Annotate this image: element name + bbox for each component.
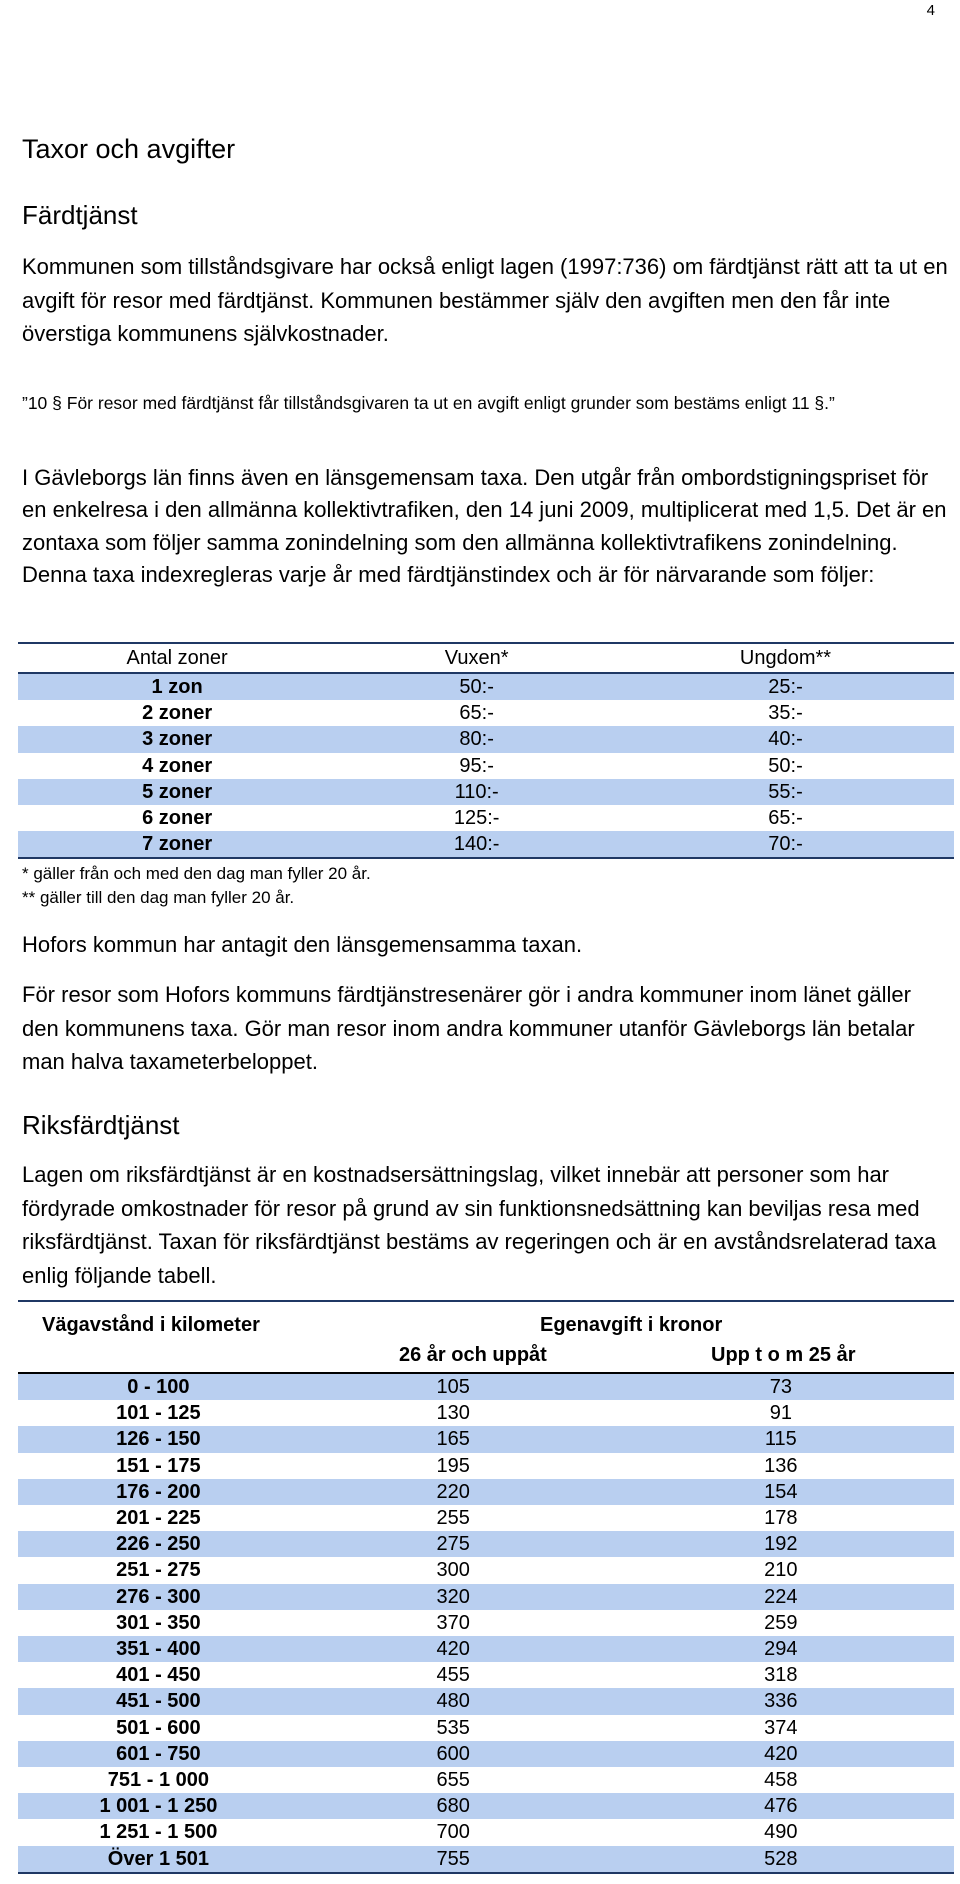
distance-cell: 126 - 150 — [18, 1426, 299, 1452]
youth-fee-cell: 35:- — [768, 702, 803, 725]
header-ungdom: Ungdom** — [617, 643, 954, 673]
adult-fee-cell: 165 — [299, 1426, 608, 1452]
table-row — [18, 1400, 954, 1426]
youth-fee-cell: 65:- — [768, 807, 803, 830]
distance-cell: 401 - 450 — [116, 1664, 201, 1687]
header-antal-zoner: Antal zoner — [18, 643, 336, 673]
law-quote: ”10 § För resor med färdtjänst får tillståndsgivaren ta ut en avgift enligt grunder som bestäms enligt 11 §.” — [22, 393, 835, 413]
adult-fee-cell: 455 — [436, 1664, 470, 1687]
adult-fee-cell: 535 — [436, 1716, 470, 1739]
youth-fee-cell: 336 — [608, 1688, 954, 1714]
youth-fee-cell: 294 — [608, 1636, 954, 1662]
distance-cell: 151 - 175 — [116, 1454, 201, 1477]
table-row — [18, 1584, 954, 1610]
youth-fee-cell: 70:- — [617, 831, 954, 858]
page-number: 4 — [926, 2, 935, 19]
table-row — [18, 1426, 954, 1452]
distance-cell: Över 1 501 — [18, 1846, 299, 1873]
adult-fee-cell: 80:- — [336, 726, 617, 752]
zone-cell: 4 zoner — [142, 754, 213, 777]
riks-fee-table — [18, 1372, 954, 1874]
paragraph-lansgemensam-taxa: I Gävleborgs län finns även en länsgemensam taxa. Den utgår från ombordstigningspriset för en enkelresa i den allmänna kollektivtrafiken, den 14 juni 2009, multiplicerat med 1,5. Det är en zontaxa som följer samma zonindelning som den allmänna kollektivtrafikens zonindelning. Denna taxa indexregleras varje år med färdtjänstindex och är för närvarande som följer: — [22, 465, 947, 588]
distance-cell: 751 - 1 000 — [107, 1769, 209, 1792]
youth-fee-cell: 192 — [608, 1531, 954, 1557]
youth-fee-cell: 136 — [764, 1454, 798, 1477]
distance-cell: 251 - 275 — [116, 1559, 201, 1582]
distance-cell: 276 - 300 — [18, 1584, 299, 1610]
adult-fee-cell: 140:- — [336, 831, 617, 858]
adult-fee-cell: 275 — [299, 1531, 608, 1557]
paragraph-riksfardtjanst: Lagen om riksfärdtjänst är en kostnadsersättningslag, vilket innebär att personer som har fördyrade omkostnader för resor på grund av sin funktionsnedsättning kan beviljas resa med riksfärdtjänst. Taxan för riksfärdtjänst bestäms av regeringen och är en avståndsrelaterad taxa enlig följande tabell. — [22, 1162, 937, 1288]
youth-fee-cell: 50:- — [768, 754, 803, 777]
distance-cell: 1 001 - 1 250 — [18, 1793, 299, 1819]
youth-fee-cell: 154 — [608, 1479, 954, 1505]
youth-fee-cell: 259 — [764, 1611, 798, 1634]
header-upp-tom-25: Upp t o m 25 år — [711, 1344, 856, 1366]
table-row — [18, 1505, 954, 1531]
adult-fee-cell: 50:- — [336, 673, 617, 700]
distance-cell: 501 - 600 — [116, 1716, 201, 1739]
youth-fee-cell: 458 — [764, 1769, 798, 1792]
table-row — [18, 1846, 954, 1873]
table-row — [18, 1767, 954, 1793]
table-row — [18, 1453, 954, 1479]
zone-cell: 1 zon — [18, 673, 336, 700]
table-row — [18, 805, 954, 831]
distance-cell: 201 - 225 — [116, 1507, 201, 1530]
adult-fee-cell: 195 — [436, 1454, 470, 1477]
adult-fee-cell: 370 — [436, 1611, 470, 1634]
paragraph-hofors: Hofors kommun har antagit den länsgemensamma taxan. — [22, 932, 583, 957]
zone-cell: 3 zoner — [18, 726, 336, 752]
table-row — [18, 779, 954, 805]
youth-fee-cell: 476 — [608, 1793, 954, 1819]
adult-fee-cell: 95:- — [459, 754, 494, 777]
paragraph-fardtjanst-intro: Kommunen som tillståndsgivare har också enligt lagen (1997:736) om färdtjänst rätt att ta ut en avgift för resor med färdtjänst. Kommunen bestämmer själv den avgiften men den får inte överstiga kommunens självkostnader. — [22, 254, 948, 346]
distance-cell: 176 - 200 — [18, 1479, 299, 1505]
adult-fee-cell: 130 — [436, 1402, 470, 1425]
adult-fee-cell: 680 — [299, 1793, 608, 1819]
youth-fee-cell: 73 — [608, 1373, 954, 1400]
distance-cell: 301 - 350 — [116, 1611, 201, 1634]
distance-cell: 601 - 750 — [18, 1741, 299, 1767]
youth-fee-cell: 528 — [608, 1846, 954, 1873]
page-title: Taxor och avgifter — [22, 134, 236, 164]
table-row — [18, 1793, 954, 1819]
zone-cell: 5 zoner — [18, 779, 336, 805]
adult-fee-cell: 420 — [299, 1636, 608, 1662]
youth-fee-cell: 374 — [764, 1716, 798, 1739]
section-heading-fardtjanst: Färdtjänst — [22, 200, 138, 230]
adult-fee-cell: 655 — [436, 1769, 470, 1792]
zone-cell: 2 zoner — [142, 702, 213, 725]
youth-fee-cell: 224 — [608, 1584, 954, 1610]
youth-fee-cell: 91 — [769, 1402, 792, 1425]
header-26-och-uppat: 26 år och uppåt — [399, 1344, 547, 1366]
table-row — [18, 726, 954, 752]
youth-fee-cell: 25:- — [617, 673, 954, 700]
footnote-youth: ** gäller till den dag man fyller 20 år. — [22, 888, 295, 907]
table-row — [18, 831, 954, 858]
adult-fee-cell: 600 — [299, 1741, 608, 1767]
table-row — [18, 1741, 954, 1767]
zone-table-header-row — [18, 643, 954, 673]
footnote-adult: * gäller från och med den dag man fyller 20 år. — [22, 864, 371, 883]
header-egenavgift: Egenavgift i kronor — [540, 1314, 723, 1336]
adult-fee-cell: 220 — [299, 1479, 608, 1505]
youth-fee-cell: 55:- — [617, 779, 954, 805]
header-vagavstand: Vägavstånd i kilometer — [42, 1314, 260, 1336]
distance-cell: 0 - 100 — [18, 1373, 299, 1400]
table-row — [18, 1479, 954, 1505]
table-row — [18, 1373, 954, 1400]
adult-fee-cell: 700 — [436, 1821, 470, 1844]
distance-cell: 451 - 500 — [18, 1688, 299, 1714]
riks-table-header — [18, 1300, 954, 1372]
table-row — [18, 1688, 954, 1714]
youth-fee-cell: 420 — [608, 1741, 954, 1767]
adult-fee-cell: 480 — [299, 1688, 608, 1714]
distance-cell: 226 - 250 — [18, 1531, 299, 1557]
table-row — [18, 753, 954, 779]
adult-fee-cell: 255 — [436, 1507, 470, 1530]
youth-fee-cell: 40:- — [617, 726, 954, 752]
youth-fee-cell: 178 — [764, 1507, 798, 1530]
distance-cell: 351 - 400 — [18, 1636, 299, 1662]
adult-fee-cell: 110:- — [336, 779, 617, 805]
youth-fee-cell: 318 — [764, 1664, 798, 1687]
adult-fee-cell: 300 — [436, 1559, 470, 1582]
table-row — [18, 673, 954, 700]
zone-fee-table — [18, 642, 954, 859]
zone-cell: 7 zoner — [18, 831, 336, 858]
distance-cell: 1 251 - 1 500 — [99, 1821, 218, 1844]
adult-fee-cell: 755 — [299, 1846, 608, 1873]
adult-fee-cell: 65:- — [459, 702, 494, 725]
table-row — [18, 1819, 954, 1845]
table-row — [18, 1662, 954, 1688]
distance-cell: 101 - 125 — [116, 1402, 201, 1425]
youth-fee-cell: 210 — [764, 1559, 798, 1582]
zone-cell: 6 zoner — [142, 807, 213, 830]
table-row — [18, 1636, 954, 1662]
youth-fee-cell: 490 — [764, 1821, 798, 1844]
table-row — [18, 1610, 954, 1636]
header-vuxen: Vuxen* — [336, 643, 617, 673]
adult-fee-cell: 125:- — [453, 807, 500, 830]
table-row — [18, 1715, 954, 1741]
table-row — [18, 700, 954, 726]
table-row — [18, 1557, 954, 1583]
youth-fee-cell: 115 — [608, 1426, 954, 1452]
adult-fee-cell: 105 — [299, 1373, 608, 1400]
section-heading-riksfardtjanst: Riksfärdtjänst — [22, 1110, 180, 1140]
adult-fee-cell: 320 — [299, 1584, 608, 1610]
paragraph-other-municipalities: För resor som Hofors kommuns färdtjänstresenärer gör i andra kommuner inom länet gäller den kommunens taxa. Gör man resor inom andra kommuner utanför Gävleborgs län betalar man halva taxameterbeloppet. — [22, 982, 915, 1074]
table-row — [18, 1531, 954, 1557]
